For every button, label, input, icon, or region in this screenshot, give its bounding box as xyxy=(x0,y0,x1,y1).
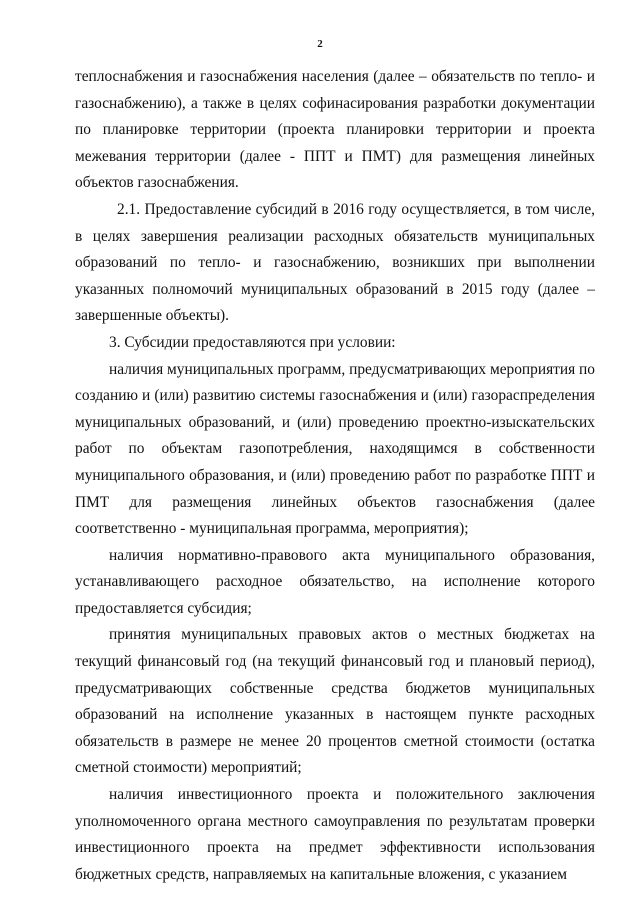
paragraph-continuation: теплоснабжения и газоснабжения населения (далее – обязательств по тепло- и газоснабжению), а также в целях софинасирования разработки документации по планировке территории (проекта планировки территории и проекта межевания территории (далее - ППТ и ПМТ) для размещения линейных объектов газоснабжения. xyxy=(75,68,595,192)
condition-local-budgets: принятия муниципальных правовых актов о местных бюджетах на текущий финансовый год (на текущий финансовый год и плановый период), предусматривающих собственные средства бюджетов муниципальных образований на исполнение указанных в настоящем пункте расходных обязательств в размере не менее 20 процентов сметной стоимости (остатка сметной стоимости) мероприятий; xyxy=(75,626,595,777)
page-number: 2 xyxy=(317,38,323,50)
condition-municipal-programs: наличия муниципальных программ, предусматривающих мероприятия по созданию и (или) развитию системы газоснабжения и (или) газораспределения муниципальных образований, и (или) проведению проектно-изыскательских работ по объектам газопотребления, находящимся в собственности муниципального образования, и (или) проведению работ по разработке ППТ и ПМТ для размещения линейных объектов газоснабжения (далее соответственно - муниципальная программа, мероприятия); xyxy=(75,360,595,538)
paragraph-3-heading: 3. Субсидии предоставляются при условии: xyxy=(109,333,396,351)
condition-investment-project: наличия инвестиционного проекта и положительного заключения уполномоченного органа местного самоуправления по результатам проверки инвестиционного проекта на предмет эффективности использования бюджетных средств, направляемых на капитальные вложения, с указанием xyxy=(75,786,595,883)
paragraph-2-1: 2.1. Предоставление субсидий в 2016 году осуществляется, в том числе, в целях завершения реализации расходных обязательств муниципальных образований по тепло- и газоснабжению, возникших при выполнении указанных полномочий муниципальных образований в 2015 году (далее – завершенные объекты). xyxy=(75,200,595,325)
document-body xyxy=(75,64,595,888)
condition-legal-act: наличия нормативно-правового акта муниципального образования, устанавливающего расходное обязательство, на исполнение которого предоставляется субсидия; xyxy=(75,546,595,617)
